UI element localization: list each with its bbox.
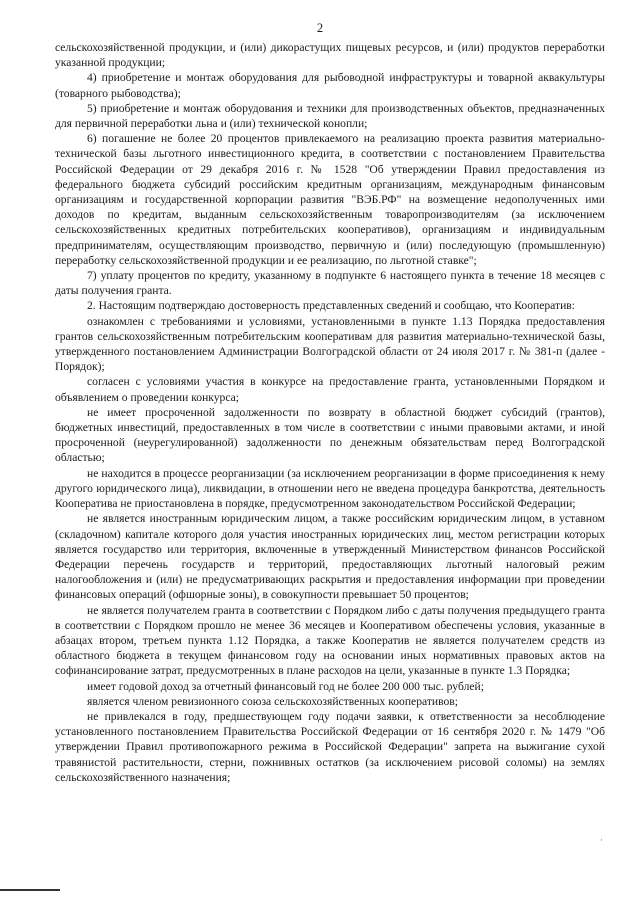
paragraph-continuation: сельскохозяйственной продукции, и (или) дикорастущих пищевых ресурсов, и (или) продуктов переработки указанной продукции; [55,41,605,70]
paragraph-section-2: 2. Настоящим подтверждаю достоверность представленных сведений и сообщаю, что Кооператив: [87,299,575,313]
margin-mark: · [600,835,603,845]
paragraph-audit-union: является членом ревизионного союза сельскохозяйственных кооперативов; [87,694,458,708]
paragraph-no-reorganization: не находится в процессе реорганизации (за исключением реорганизации в форме присоединения к нему другого юридического лица), ликвидации, в отношении него не введена процедура банкротства, деятельность Кооператива не приостановлена в порядке, предусмотренном законодательством Российской Федерации; [55,466,605,511]
paragraph-item-6: 6) погашение не более 20 процентов привлекаемого на реализацию проекта развития материально-технической базы льготного инвестиционного кредита, в соответствии с постановлением Правительства Российской Федерации от 29 декабря 2016 г. № 1528 "Об утверждении Правил предоставления из федерального бюджета субсидий российским кредитным организациям, международным финансовым организациям и государственной корпорации развития "ВЭБ.РФ" на возмещение недополученных ими доходов по кредитам, выданным сельскохозяйственным товаропроизводителям (за исключением сельскохозяйственных кредитных потребительских кооперативов), организациям и индивидуальным предпринимателям, осуществляющим производство, первичную и (или) последующую (промышленную) переработку сельскохозяйственной продукции и ее реализацию, по льготной ставке"; [55,132,605,267]
page-number: 2 [316,21,324,35]
paragraph-not-recipient: не является получателем гранта в соответствии с Порядком либо с даты получения предыдущего гранта в соответствии с Порядком прошло не менее 36 месяцев и Кооперативом обеспечены условия, указанные в абзацах втором, третьем пункта 1.12 Порядка, а также Кооператив не является получателем средств из областного бюджета в текущем финансовом году на основании иных нормативных правовых актов на софинансирование затрат, предусмотренных в плане расходов на цели, указанные в пункте 1.3 Порядка; [55,603,605,678]
paragraph-familiarized: ознакомлен с требованиями и условиями, установленными в пункте 1.13 Порядка предоставления грантов сельскохозяйственным потребительским кооперативам для развития материально-технической базы, утвержденного постановлением Администрации Волгоградской области от 24 июля 2017 г. № 381-п (далее - Порядок); [55,314,605,374]
paragraph-item-4: 4) приобретение и монтаж оборудования для рыбоводной инфраструктуры и товарной аквакультуры (товарного рыбоводства); [55,71,605,100]
paragraph-annual-income: имеет годовой доход за отчетный финансовый год не более 200 000 тыс. рублей; [87,679,484,693]
paragraph-no-debt: не имеет просроченной задолженности по возврату в областной бюджет субсидий (грантов), бюджетных инвестиций, предоставленных в том числе в соответствии с иными правовыми актами, и иной просроченной (неурегулированной) задолженности по денежным обязательствам перед Волгоградской областью; [55,405,605,465]
paragraph-item-5: 5) приобретение и монтаж оборудования и техники для производственных объектов, предназначенных для первичной переработки льна и (или) технической конопли; [55,101,605,131]
paragraph-item-7: 7) уплату процентов по кредиту, указанному в подпункте 6 настоящего пункта в течение 18 месяцев с даты получения гранта. [55,269,605,298]
paragraph-fire-safety: не привлекался в году, предшествующем году подачи заявки, к ответственности за несоблюдение установленного постановлением Правительства Российской Федерации от 16 сентября 2020 г. № 1479 "Об утверждении Правил противопожарного режима в Российской Федерации" запрета на выжигание сухой травянистой растительности, стерни, пожнивных остатков (за исключением рисовой соломы) на землях сельскохозяйственного назначения; [55,709,605,784]
paragraph-agrees: согласен с условиями участия в конкурсе на предоставление гранта, установленными Порядком и объявлением о проведении конкурса; [55,375,605,404]
document-body [55,40,605,785]
bottom-edge-line [0,889,60,891]
paragraph-not-foreign: не является иностранным юридическим лицом, а также российским юридическим лицом, в уставном (складочном) капитале которого доля участия иностранных юридических лиц, местом регистрации которых является государство или территория, включенные в утвержденный Министерством финансов Российской Федерации перечень государств и территорий, предоставляющих льготный налоговый режим налогообложения и (или) не предусматривающих раскрытия и предоставления информации при проведении финансовых операций (офшорные зоны), в совокупности превышает 50 процентов; [55,512,605,602]
